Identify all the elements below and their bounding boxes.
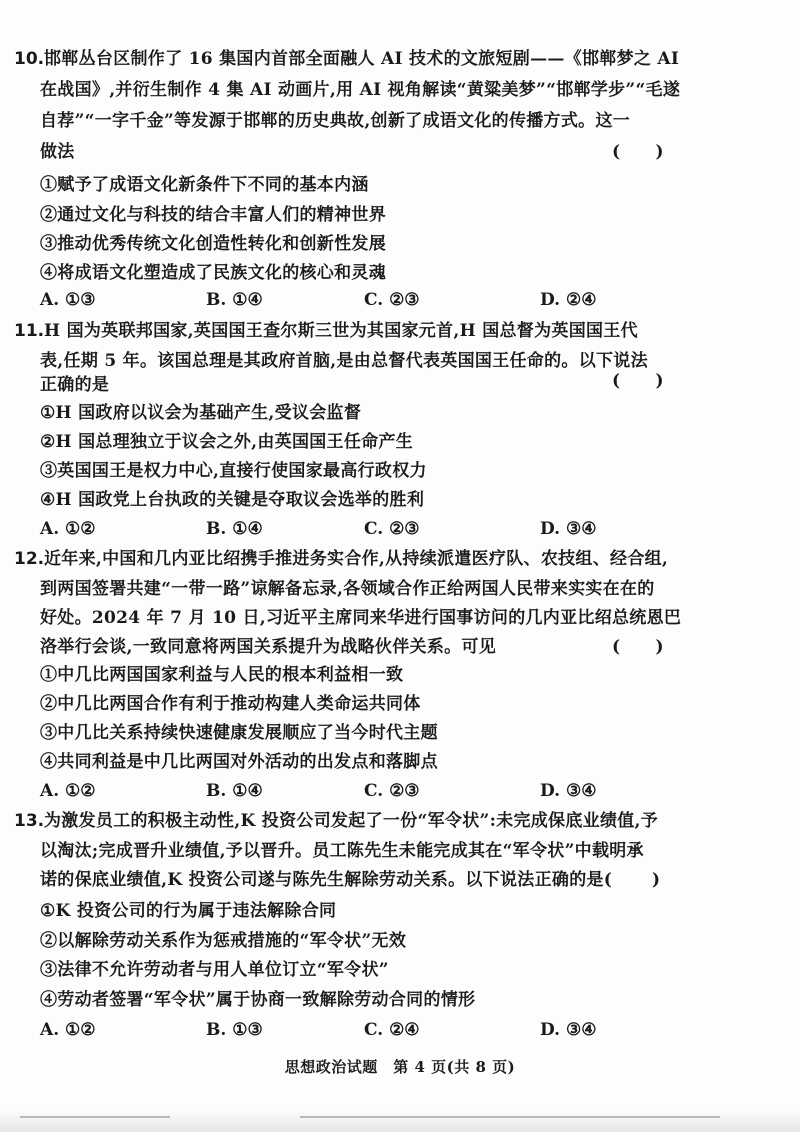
option-d[interactable]: D. ③④ [540, 1020, 597, 1040]
option-b[interactable]: B. ①④ [206, 781, 263, 801]
answer-parentheses[interactable]: ( ) [612, 637, 664, 657]
statement-1: ①赋予了成语文化新条件下不同的基本内涵 [40, 175, 369, 195]
page-footer: 思想政治试题 第 4 页(共 8 页) [284, 1058, 516, 1076]
scan-edge-line [300, 1116, 720, 1118]
statement-1: ①H 国政府以议会为基础产生,受议会监督 [40, 403, 362, 423]
question-stem-line: 洛举行会谈,一致同意将两国关系提升为战略伙伴关系。可见 [40, 637, 497, 657]
option-c[interactable]: C. ②④ [364, 1020, 420, 1040]
statement-2: ②通过文化与科技的结合丰富人们的精神世界 [40, 205, 386, 225]
option-a[interactable]: A. ①③ [40, 290, 96, 310]
question-stem-line: 自荐”“一字千金”等发源于邯郸的历史典故,创新了成语文化的传播方式。这一 [40, 111, 631, 131]
statement-3: ③推动优秀传统文化创造性转化和创新性发展 [40, 234, 386, 254]
option-c[interactable]: C. ②③ [364, 290, 420, 310]
option-d[interactable]: D. ③④ [540, 781, 597, 801]
option-a[interactable]: A. ①② [40, 519, 96, 539]
question-stem-line: 正确的是 [40, 375, 110, 395]
answer-parentheses[interactable]: ( ) [612, 371, 664, 391]
statement-4: ④H 国政党上台执政的关键是夺取议会选举的胜利 [40, 490, 425, 510]
option-a[interactable]: A. ①② [40, 781, 96, 801]
question-stem-line: 为激发员工的积极主动性,K 投资公司发起了一份“军令状”:未完成保底业绩值,予 [44, 811, 659, 831]
question-stem-line: 到两国签署共建“一带一路”谅解备忘录,各领域合作正给两国人民带来实实在在的 [40, 579, 655, 599]
question-number: 11. [14, 321, 45, 341]
statement-3: ③中几比关系持续快速健康发展顺应了当今时代主题 [40, 723, 438, 743]
question-stem-line: 诺的保底业绩值,K 投资公司遂与陈先生解除劳动关系。以下说法正确的是( [40, 870, 613, 890]
statement-4: ④共同利益是中几比两国对外活动的出发点和落脚点 [40, 752, 438, 772]
statement-3: ③英国国王是权力中心,直接行使国家最高行政权力 [40, 461, 427, 481]
option-c[interactable]: C. ②③ [364, 519, 420, 539]
scan-edge-shadow [0, 1110, 800, 1132]
question-stem-line: 在战国》,并衍生制作 4 集 AI 动画片,用 AI 视角解读“黄粱美梦”“邯郸学步”“毛遂 [40, 80, 681, 100]
question-stem-line: 做法 [40, 142, 75, 162]
statement-1: ①K 投资公司的行为属于违法解除合同 [40, 901, 337, 921]
question-stem-line: H 国为英联邦国家,英国国王查尔斯三世为其国家元首,H 国总督为英国国王代 [44, 321, 638, 341]
question-stem-line: 好处。2024 年 7 月 10 日,习近平主席同来华进行国事访问的几内亚比绍总统恩巴 [40, 608, 682, 628]
option-b[interactable]: B. ①④ [206, 290, 263, 310]
option-b[interactable]: B. ①④ [206, 519, 263, 539]
question-number: 13. [14, 811, 45, 831]
option-d[interactable]: D. ②④ [540, 290, 597, 310]
option-b[interactable]: B. ①③ [206, 1020, 263, 1040]
statement-4: ④将成语文化塑造成了民族文化的核心和灵魂 [40, 263, 386, 283]
statement-1: ①中几比两国国家利益与人民的根本利益相一致 [40, 665, 404, 685]
question-stem-line: 以淘汰;完成晋升业绩值,予以晋升。员工陈先生未能完成其在“军令状”中载明承 [40, 841, 644, 861]
question-stem-line: 邯郸丛台区制作了 16 集国内首部全面融人 AI 技术的文旅短剧——《邯郸梦之 AI [44, 49, 680, 69]
question-stem-line: 表,任期 5 年。该国总理是其政府首脑,是由总督代表英国国王任命的。以下说法 [40, 351, 648, 371]
question-number: 12. [14, 549, 45, 569]
statement-2: ②以解除劳动关系作为惩戒措施的“军令状”无效 [40, 931, 407, 951]
statement-4: ④劳动者签署“军令状”属于协商一致解除劳动合同的情形 [40, 990, 476, 1010]
option-c[interactable]: C. ②③ [364, 781, 420, 801]
statement-2: ②中几比两国合作有利于推动构建人类命运共同体 [40, 694, 421, 714]
option-d[interactable]: D. ③④ [540, 519, 597, 539]
option-a[interactable]: A. ①② [40, 1020, 96, 1040]
question-number: 10. [14, 49, 45, 69]
statement-3: ③法律不允许劳动者与用人单位订立“军令状” [40, 960, 389, 980]
answer-parentheses[interactable]: ( ) [612, 142, 664, 162]
answer-parentheses[interactable]: ) [652, 870, 661, 890]
scan-edge-line [20, 1116, 170, 1118]
question-stem-line: 近年来,中国和几内亚比绍携手推进务实合作,从持续派遣医疗队、农技组、经合组, [44, 549, 669, 569]
statement-2: ②H 国总理独立于议会之外,由英国国王任命产生 [40, 432, 414, 452]
